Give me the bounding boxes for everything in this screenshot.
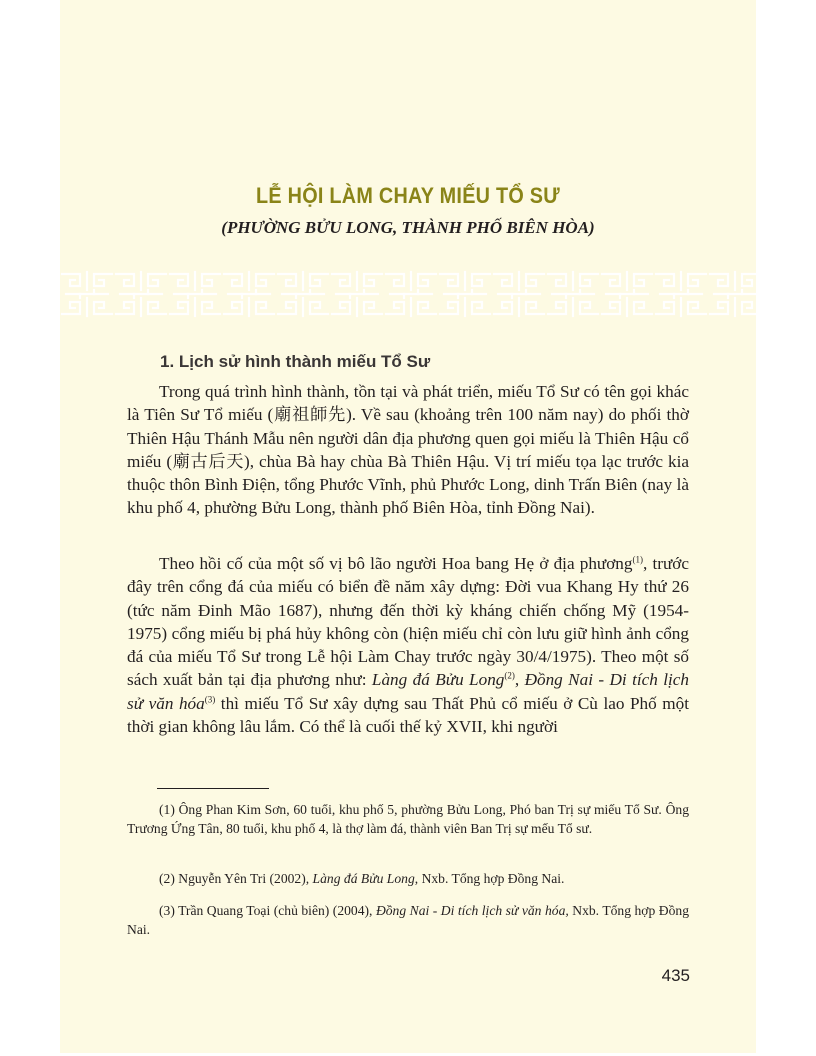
footnote-1: (1) Ông Phan Kim Sơn, 60 tuổi, khu phố 5, phường Bửu Long, Phó ban Trị sự miếu Tổ Sư. Ông Trương Ứng Tân, 80 tuổi, khu phố 4, là thợ làm đá, thành viên Ban Trị sự mếu Tổ sư.	[127, 802, 689, 836]
footnote-3	[127, 902, 689, 939]
footnote-ref-2: (2)	[504, 670, 515, 681]
book-title: Đồng Nai - Di tích lịch sử văn hóa	[127, 670, 689, 713]
paragraph-text: Theo hồi cố của một số vị bô lão người Hoa bang Hẹ ở địa phương	[159, 554, 633, 573]
body-paragraph-2	[127, 552, 689, 738]
book-title: Làng đá Bửu Long	[312, 871, 415, 886]
footnote-text: (2) Nguyễn Yên Tri (2002),	[159, 871, 313, 886]
chapter-title: LỄ HỘI LÀM CHAY MIẾU TỔ SƯ	[256, 183, 560, 208]
separator: ,	[514, 670, 525, 690]
chapter-subtitle: (PHƯỜNG BỬU LONG, THÀNH PHỐ BIÊN HÒA)	[221, 218, 595, 237]
section-heading: 1. Lịch sử hình thành miếu Tổ Sư	[160, 352, 431, 371]
footnote-text: (3) Trần Quang Toại (chủ biên) (2004),	[159, 903, 376, 918]
footnote-2	[127, 870, 689, 889]
paragraph-text: , trước đây trên cổng đá của miếu có biển đề năm xây dựng: Đời vua Khang Hy thứ 26 (tức năm Đinh Mão 1687), nhưng đến thời kỳ kháng chiến chống Mỹ (1954-1975) cổng miếu bị phá hủy không còn (hiện miếu chỉ còn lưu giữ hình ảnh cổng đá của miếu Tổ Sư trong Lễ hội Làm Chay trước ngày 30/4/1975). Theo một số sách xuất bản tại địa phương như:	[127, 554, 689, 690]
page-number: 435	[661, 966, 690, 985]
footnote-text: , Nxb. Tổng hợp Đồng Nai.	[414, 871, 565, 886]
footnote-divider	[157, 788, 269, 789]
book-page	[60, 0, 756, 1053]
footnote-ref-3: (3)	[204, 694, 216, 705]
body-paragraph-1: Trong quá trình hình thành, tồn tại và phát triển, miếu Tổ Sư có tên gọi khác là Tiên Sư Tổ miếu (廟祖師先). Về sau (khoảng trên 100 năm nay) do phối thờ Thiên Hậu Thánh Mẫu nên người dân địa phương quen gọi miếu là Thiên Hậu cổ miếu (廟古后天), chùa Bà hay chùa Bà Thiên Hậu. Vị trí miếu tọa lạc trước kia thuộc thôn Bình Điện, tổng Phước Vĩnh, phủ Phước Long, dinh Trấn Biên (nay là khu phố 4, phường Bửu Long, thành phố Biên Hòa, tỉnh Đồng Nai).	[127, 382, 689, 518]
decorative-fret-pattern	[60, 268, 756, 320]
footnote-text: Nxb. Tổng hợp Đồng Nai.	[127, 903, 689, 937]
footnote-ref-1: (1)	[632, 554, 643, 565]
book-title: Làng đá Bửu Long	[371, 670, 505, 690]
paragraph-text: thì miếu Tổ Sư xây dựng sau Thất Phủ cổ miếu ở Cù lao Phố một thời gian không lâu lắm. Có thể là cuối thế kỷ XVII, khi người	[127, 693, 690, 737]
book-title: Đồng Nai - Di tích lịch sử văn hóa,	[375, 903, 569, 918]
